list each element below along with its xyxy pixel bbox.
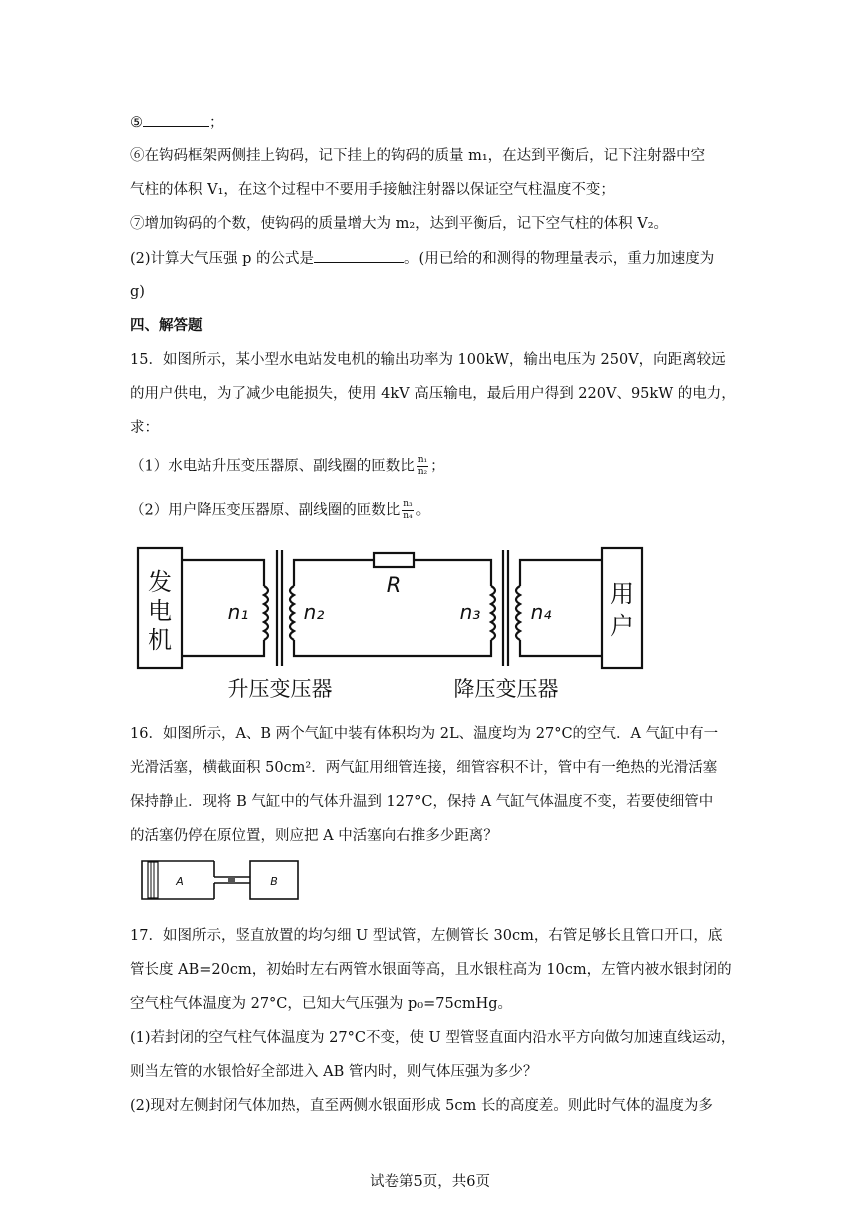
generator-label-3: 机 [148, 626, 172, 654]
q15-line-b: 的用户供电，为了减少电能损失，使用 4kV 高压输电，最后用户得到 220V、95kW 的电力， [130, 386, 736, 402]
formula-suffix: 。(用已给的和测得的物理量表示，重力加速度为 [404, 251, 715, 267]
frac-den: n₂ [417, 467, 428, 477]
resistor-label: R [386, 573, 402, 597]
formula-prefix: (2)计算大气压强 p 的公式是 [130, 251, 315, 267]
frac-den: n₄ [403, 511, 413, 521]
coil-n2-label: n₂ [303, 600, 325, 624]
q16-line-b: 光滑活塞，横截面积 50cm²．两气缸用细管连接，细管容积不计，管中有一绝热的光滑活塞 [130, 760, 718, 776]
frac-num: n₁ [417, 455, 428, 465]
q16-line-a: 16．如图所示，A、B 两个气缸中装有体积均为 2L、温度均为 27°C的空气．A 气缸中有一 [130, 726, 719, 742]
step-5-prefix: ⑤ [130, 115, 143, 131]
cylinder-diagram [132, 855, 312, 907]
q16-line-c: 保持静止．现将 B 气缸中的气体升温到 127°C，保持 A 气缸气体温度不变，若要使细管中 [130, 794, 714, 810]
step-6-line-b: 气柱的体积 V₁，在这个过程中不要用手接触注射器以保证空气柱温度不变； [130, 182, 615, 198]
q17-line-a: 17．如图所示，竖直放置的均匀细 U 型试管，左侧管长 30cm，右管足够长且管口开口，底 [130, 928, 723, 944]
q17-part-1-b: 则当左管的水银恰好全部进入 AB 管内时，则气体压强为多少？ [130, 1064, 538, 1080]
formula-line [130, 247, 714, 270]
q15-part-1 [130, 455, 445, 478]
q16-line-d: 的活塞仍停在原位置，则应把 A 中活塞向右推多少距离？ [130, 828, 498, 844]
coil-n1-label: n₁ [227, 600, 249, 624]
ratio-n3-n4 [402, 499, 413, 522]
section-heading: 四、解答题 [130, 318, 203, 334]
coil-n3-label: n₃ [459, 600, 481, 624]
q17-line-b: 管长度 AB=20cm，初始时左右两管水银面等高，且水银柱高为 10cm，左管内被水银封闭的 [130, 962, 732, 978]
formula-blank [314, 247, 404, 263]
q17-part-2: (2)现对左侧封闭气体加热，直至两侧水银面形成 5cm 长的高度差。则此时气体的温度为多 [130, 1098, 713, 1114]
step-down-label: 降压变压器 [453, 677, 559, 701]
page-footer: 试卷第5页，共6页 [370, 1174, 490, 1190]
q17-part-1-a: (1)若封闭的空气柱气体温度为 27°C不变，使 U 型管竖直面内沿水平方向做匀加速直线运动， [130, 1030, 736, 1046]
generator-label-1: 发 [148, 568, 172, 596]
step-up-label: 升压变压器 [227, 677, 333, 701]
step-7-line: ⑦增加钩码的个数，使钩码的质量增大为 m₂，达到平衡后，记下空气柱的体积 V₂。 [130, 216, 669, 232]
ratio-n1-n2 [417, 455, 428, 478]
coil-n4-label: n₄ [530, 600, 552, 624]
generator-label-2: 电 [148, 597, 172, 625]
formula-line-cont: g) [130, 284, 145, 300]
cylinder-b-label: B [270, 875, 278, 888]
q15-part-1-end: ； [430, 458, 445, 475]
frac-num: n₃ [403, 499, 413, 509]
q15-part-2 [130, 499, 430, 522]
q17-line-c: 空气柱气体温度为 27°C，已知大气压强为 p₀=75cmHg。 [130, 996, 513, 1012]
user-label-2: 户 [610, 612, 634, 640]
q15-part-2-text: （2）用户降压变压器原、副线圈的匝数比 [130, 502, 401, 519]
cylinder-a-label: A [176, 875, 184, 888]
step-5-line [130, 111, 224, 134]
step-5-blank [143, 111, 209, 127]
step-6-line-a: ⑥在钩码框架两侧挂上钩码，记下挂上的钩码的质量 m₁，在达到平衡后，记下注射器中空 [130, 148, 706, 164]
step-5-suffix: ； [209, 115, 224, 131]
q15-part-1-text: （1）水电站升压变压器原、副线圈的匝数比 [130, 458, 415, 475]
q15-part-2-end: 。 [415, 502, 431, 519]
transformer-circuit-diagram [120, 540, 660, 710]
q15-line-a: 15．如图所示，某小型水电站发电机的输出功率为 100kW，输出电压为 250V，向距离较远 [130, 352, 726, 368]
q15-line-c: 求： [130, 420, 159, 436]
user-label-1: 用 [610, 580, 634, 608]
